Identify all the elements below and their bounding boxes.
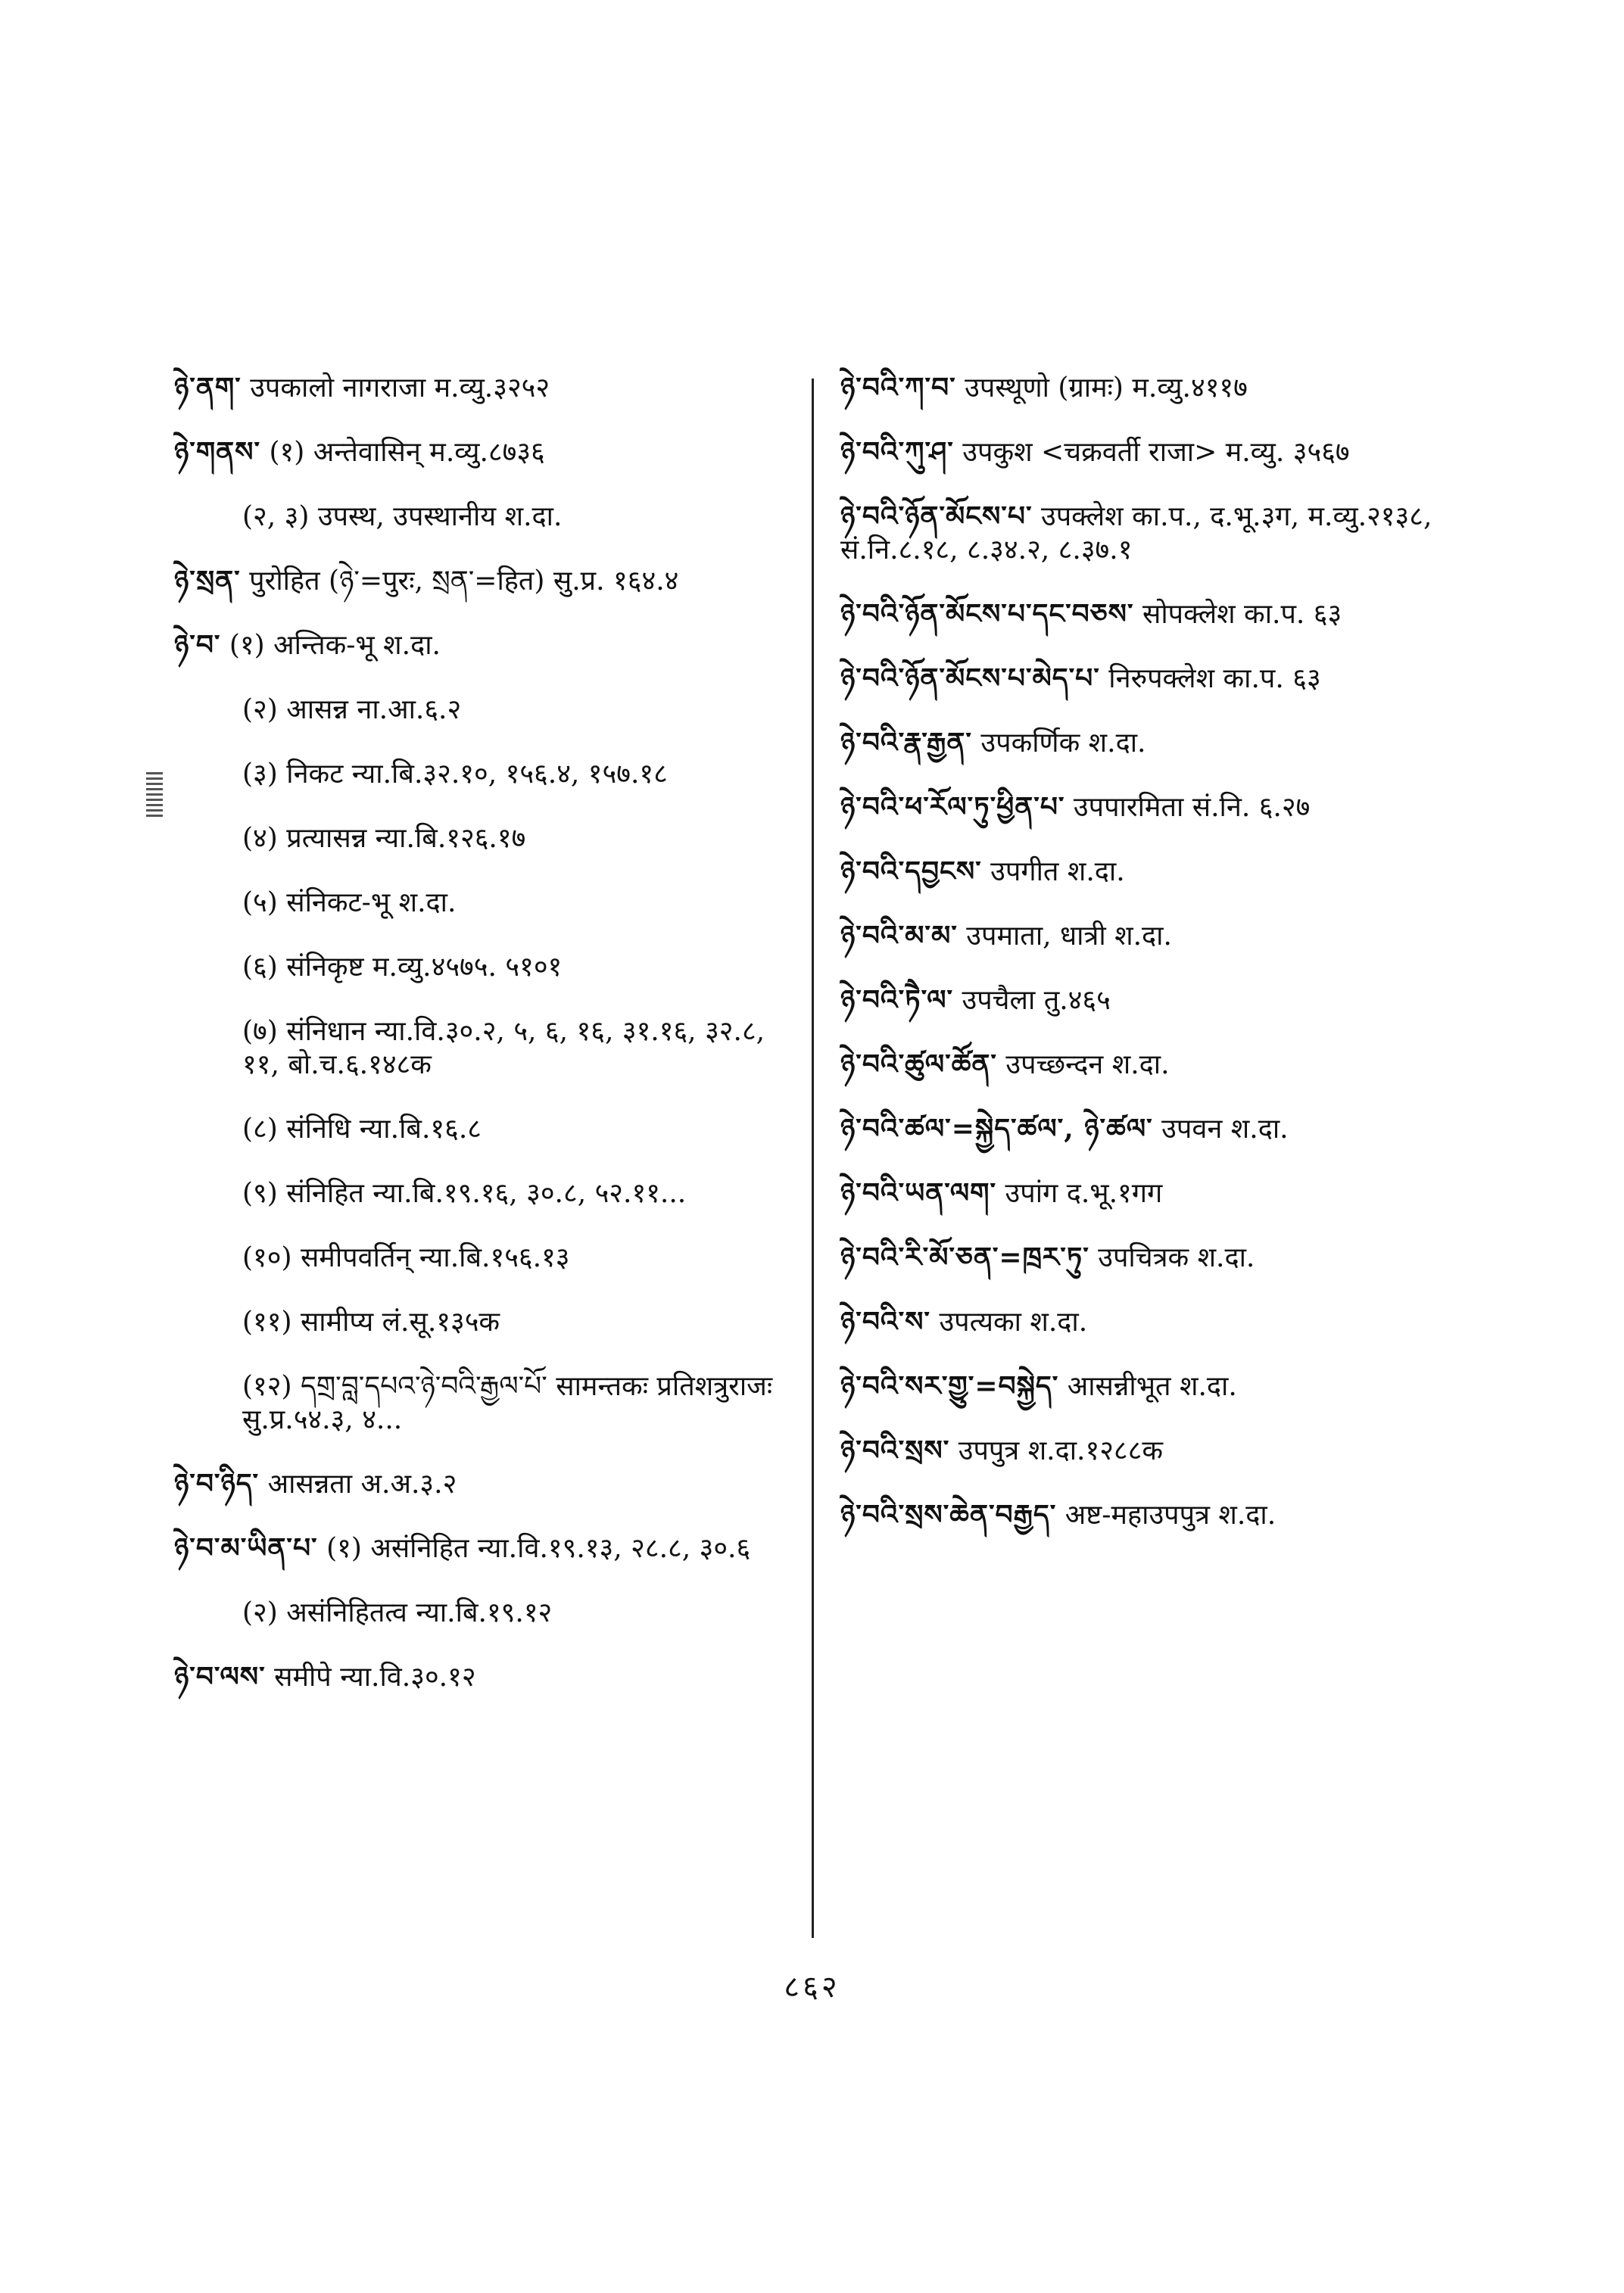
- entry: ཉེ་བའི་ཉོན་མོངས་པ་མེད་པ་ निरुपक्लेश का.प. ६३: [840, 662, 1321, 694]
- entry: (७) संनिधान न्या.वि.३०.२, ५, ६, १६, ३१.१६, ३२.८, ११, बो.च.६.१४८क: [242, 1016, 765, 1080]
- entry: ཉེ་བ་ཉིད་ आसन्नता अ.अ.३.२: [174, 1468, 457, 1500]
- entry: ཉེ་བའི་རྣ་རྒྱན་ उपकर्णिक श.दा.: [840, 727, 1146, 759]
- entry: (९) संनिहित न्या.बि.१९.१६, ३०.८, ५२.११...: [242, 1178, 687, 1209]
- entry: ཉེ་བའི་ཉོན་མོངས་པ་ उपक्लेश का.प., द.भू.३ग, म.व्यु.२१३८, सं.नि.८.१८, ८.३४.२, ८.३७.१: [840, 500, 1432, 565]
- entry: (२) असंनिहितत्व न्या.बि.१९.१२: [242, 1597, 553, 1628]
- margin-mark: [146, 772, 163, 819]
- entry: (१०) समीपवर्तिन् न्या.बि.१५६.१३: [242, 1242, 570, 1273]
- entry: ཉེ་སྲན་ पुरोहित (ཉེ་=पुरः, སྲན་=हित) सु.प्र. १६४.४: [174, 565, 679, 597]
- entry: ཉེ་བའི་ཡན་ལག་ उपांग द.भू.१गग: [840, 1177, 1163, 1209]
- column-divider: [812, 379, 814, 1938]
- entry: ཉེ་བའི་ཀུ་ཤ་ उपकुश <चक्रवर्ती राजा> म.व्यु. ३५६७: [840, 436, 1350, 468]
- entry: ཉེ་བའི་ཚུལ་ཚོན་ उपच्छन्दन श.दा.: [840, 1048, 1170, 1080]
- page-number: ८६२: [784, 1970, 840, 2005]
- entry: ཉེ་བའི་ཕ་རོལ་ཏུ་ཕྱིན་པ་ उपपारमिता सं.नि. ६.२७: [840, 791, 1311, 823]
- entry: ཉེ་གནས་ (१) अन्तेवासिन् म.व्यु.८७३६: [174, 436, 545, 468]
- entry: ཉེ་བའི་སར་གྱུ་=བསྐྱེད་ आसन्नीभूत श.दा.: [840, 1370, 1237, 1402]
- entry: (३) निकट न्या.बि.३२.१०, १५६.४, १५७.१८: [242, 759, 668, 790]
- entry: ཉེ་བའི་དབྱངས་ उपगीत श.दा.: [840, 855, 1125, 887]
- entry: ཉེ་བ་ (१) अन्तिक-भू श.दा.: [174, 629, 441, 661]
- entry: ཉེ་བའི་ས་ उपत्यका श.दा.: [840, 1306, 1088, 1338]
- entry: (१२) དགྲ་བླ་དཔའ་ཉེ་བའི་རྒྱལ་པོ་ सामन्तकः प्रतिशत्रुराजः सु.प्र.५४.३, ४...: [242, 1371, 773, 1435]
- entry: ཉེ་བ་ལས་ समीपे न्या.वि.३०.१२: [174, 1661, 476, 1693]
- entry: (४) प्रत्यासन्न न्या.बि.१२६.१७: [242, 823, 526, 854]
- entry: ཉེ་ནག་ उपकालो नागराजा म.व्यु.३२५२: [174, 372, 550, 403]
- entry: ཉེ་བའི་རི་མོ་ཅན་=ཁྲར་ཏུ་ उपचित्रक श.दा.: [840, 1242, 1255, 1273]
- entry: ཉེ་བའི་ཀ་བ་ उपस्थूणो (ग्रामः) म.व्यु.४११७: [840, 372, 1248, 403]
- entry: ཉེ་བའི་ཉོན་མོངས་པ་དང་བཅས་ सोपक्लेश का.प. ६३: [840, 598, 1342, 630]
- entry: ཉེ་བའི་སྲས་ཆེན་བརྒྱད་ अष्ट-महाउपपुत्र श.दा.: [840, 1499, 1276, 1531]
- entry: ཉེ་བའི་སྲས་ उपपुत्र श.दा.१२८८क: [840, 1435, 1164, 1466]
- entry: (२, ३) उपस्थ, उपस्थानीय श.दा.: [242, 501, 563, 532]
- right-column: [840, 371, 1469, 1562]
- entry: ཉེ་བ་མ་ཡིན་པ་ (१) असंनिहित न्या.वि.१९.१३, २८.८, ३०.६: [174, 1532, 751, 1564]
- entry: (५) संनिकट-भू श.दा.: [242, 887, 457, 918]
- left-column: [174, 371, 803, 1724]
- entry: (२) आसन्न ना.आ.६.२: [242, 694, 462, 725]
- entry: ཉེ་བའི་ཚལ་=སྐྱེད་ཚལ་, ཉེ་ཚལ་ उपवन श.दा.: [840, 1113, 1289, 1145]
- entry: ཉེ་བའི་མ་མ་ उपमाता, धात्री श.दा.: [840, 920, 1172, 952]
- entry: (८) संनिधि न्या.बि.१६.८: [242, 1114, 482, 1145]
- entry: (६) संनिकृष्ट म.व्यु.४५७५. ५१०१: [242, 952, 563, 983]
- entry: (११) सामीप्य लं.सू.१३५क: [242, 1307, 500, 1338]
- entry: ཉེ་བའི་ཏཻ་ལ་ उपचैला तु.४६५: [840, 984, 1111, 1016]
